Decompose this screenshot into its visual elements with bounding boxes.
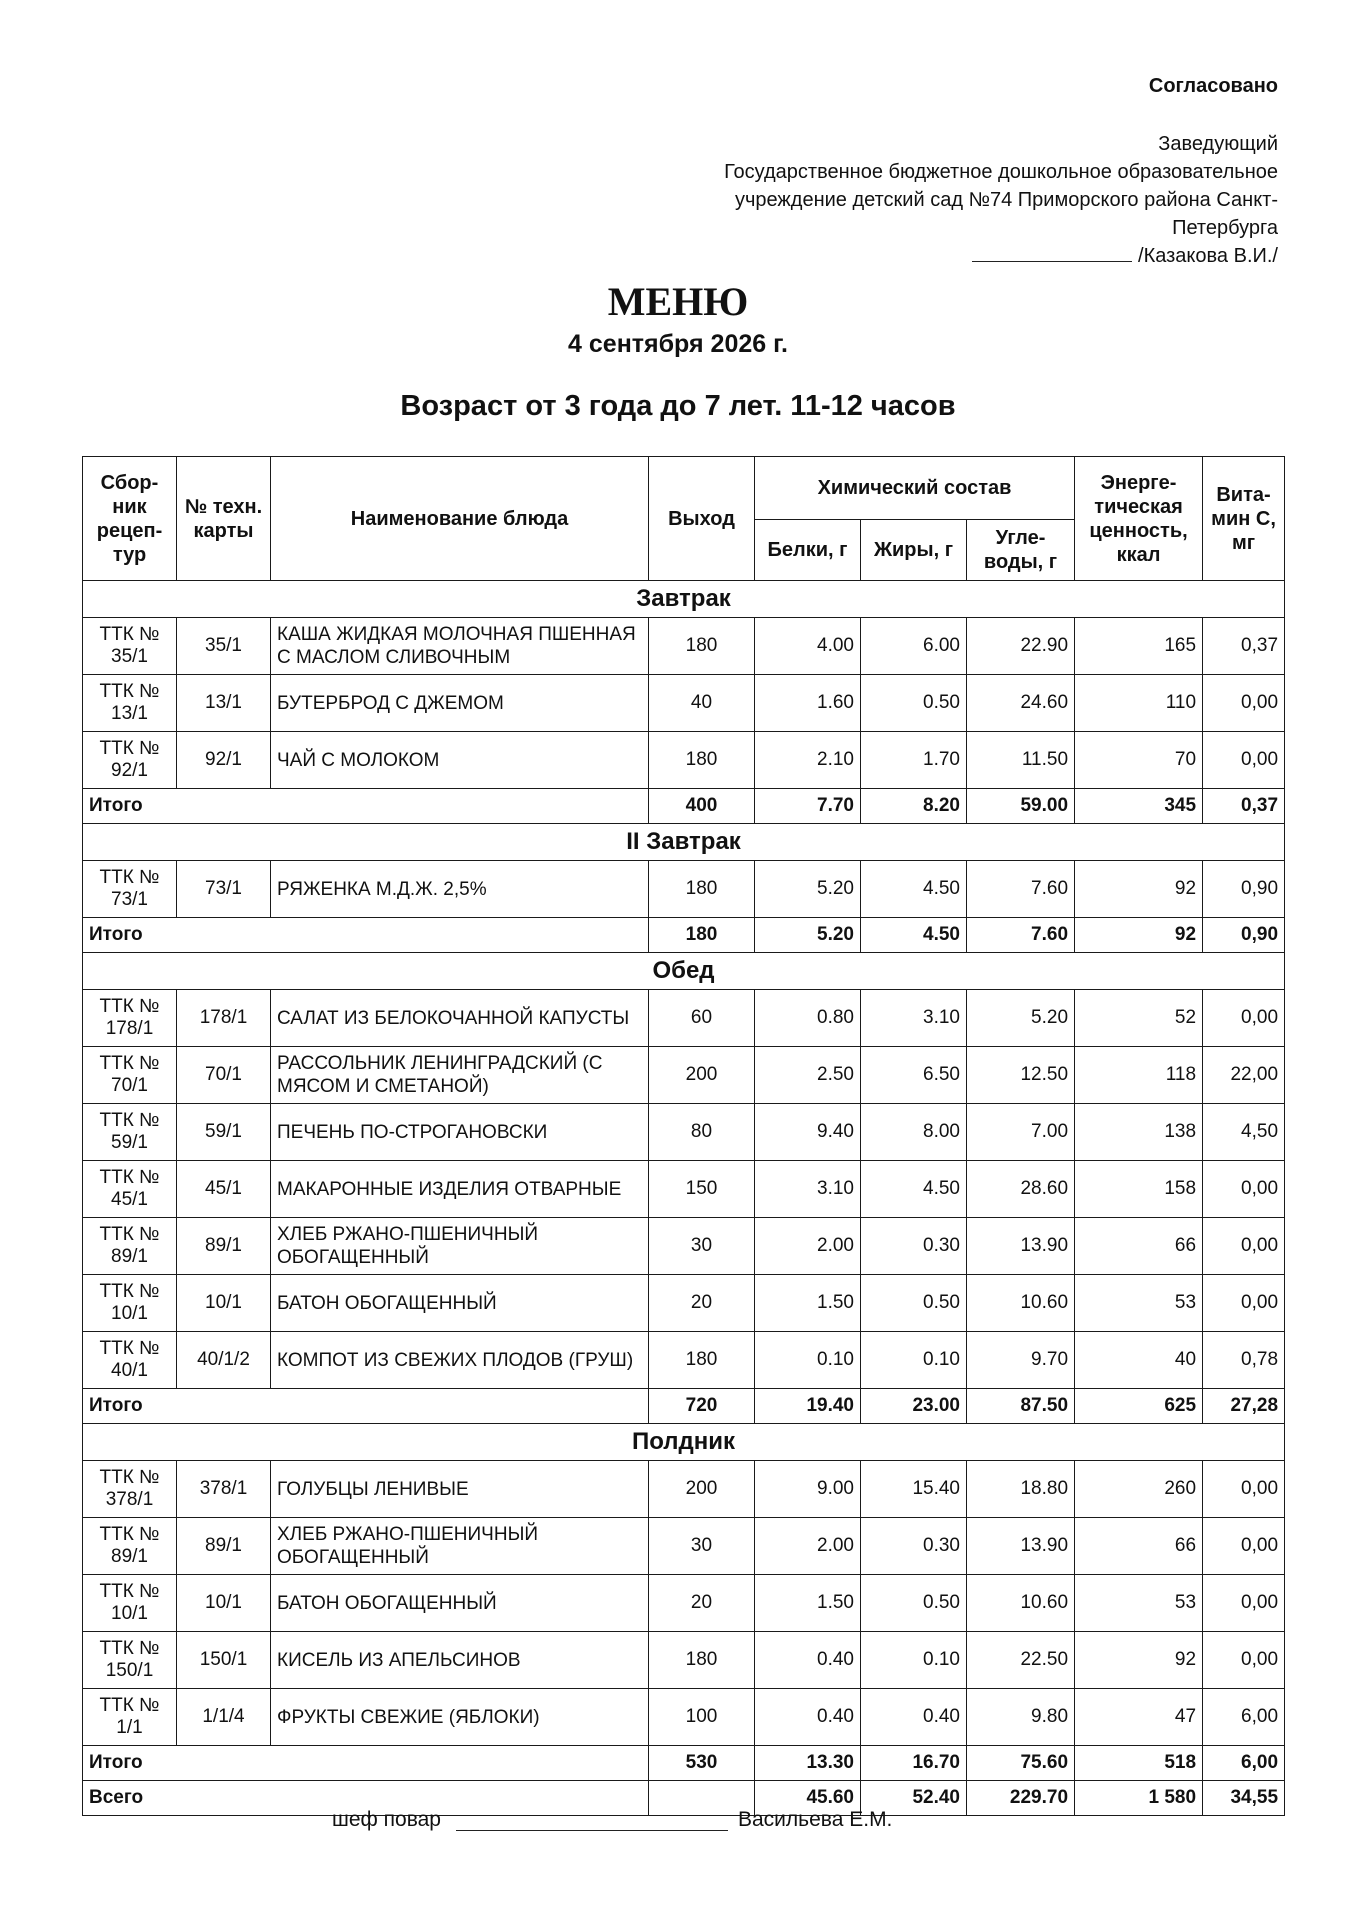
card-cell: 45/1: [177, 1161, 271, 1218]
fat-cell: 4.50: [861, 861, 967, 918]
table-row: [83, 1332, 1285, 1389]
table-row: [83, 1218, 1285, 1275]
output-cell: 80: [649, 1104, 755, 1161]
chef-name: Васильева Е.М.: [738, 1808, 893, 1831]
collection-cell: ТТК № 150/1: [83, 1632, 177, 1689]
output-cell: 180: [649, 618, 755, 675]
section-row: [83, 824, 1285, 861]
energy-cell: 260: [1075, 1461, 1203, 1518]
section-title: Полдник: [83, 1424, 1285, 1461]
collection-cell: ТТК № 70/1: [83, 1047, 177, 1104]
protein-cell: 9.00: [755, 1461, 861, 1518]
vitamin-cell: 0,00: [1203, 1218, 1285, 1275]
card-cell: 59/1: [177, 1104, 271, 1161]
vitamin-cell: 0,00: [1203, 732, 1285, 789]
table-header-row: [83, 457, 1285, 520]
output-cell: 180: [649, 1632, 755, 1689]
fat-cell: 0.50: [861, 1275, 967, 1332]
fat-cell: 1.70: [861, 732, 967, 789]
section-row: [83, 581, 1285, 618]
carbs-cell: 13.90: [967, 1518, 1075, 1575]
output-cell: 20: [649, 1275, 755, 1332]
total-carbs-cell: 87.50: [967, 1389, 1075, 1424]
table-row: [83, 1632, 1285, 1689]
output-cell: 200: [649, 1461, 755, 1518]
fat-cell: 6.00: [861, 618, 967, 675]
approval-org-line1: Государственное бюджетное дошкольное образовательное: [724, 161, 1278, 183]
grand-total-label: Всего: [83, 1781, 649, 1816]
fat-cell: 0.30: [861, 1218, 967, 1275]
output-cell: 200: [649, 1047, 755, 1104]
chef-signature-line: [456, 1830, 728, 1831]
energy-cell: 165: [1075, 618, 1203, 675]
fat-cell: 3.10: [861, 990, 967, 1047]
carbs-cell: 24.60: [967, 675, 1075, 732]
protein-cell: 1.50: [755, 1275, 861, 1332]
total-protein-cell: 19.40: [755, 1389, 861, 1424]
approval-org-line2: учреждение детский сад №74 Приморского района Санкт-: [734, 189, 1278, 211]
dish-name-cell: ПЕЧЕНЬ ПО-СТРОГАНОВСКИ: [271, 1104, 649, 1161]
section-title: Завтрак: [83, 581, 1285, 618]
approval-block: [638, 72, 1278, 270]
table-row: [83, 675, 1285, 732]
total-energy-cell: 518: [1075, 1746, 1203, 1781]
output-cell: 60: [649, 990, 755, 1047]
table-row: [83, 990, 1285, 1047]
header-output: Выход: [649, 457, 755, 581]
total-fat-cell: 23.00: [861, 1389, 967, 1424]
fat-cell: 8.00: [861, 1104, 967, 1161]
output-cell: 180: [649, 861, 755, 918]
total-row: [83, 918, 1285, 953]
fat-cell: 4.50: [861, 1161, 967, 1218]
total-label: Итого: [83, 789, 649, 824]
energy-cell: 53: [1075, 1575, 1203, 1632]
output-cell: 30: [649, 1518, 755, 1575]
protein-cell: 2.00: [755, 1218, 861, 1275]
carbs-cell: 7.00: [967, 1104, 1075, 1161]
total-output-cell: 180: [649, 918, 755, 953]
table-row: [83, 1047, 1285, 1104]
dish-name-cell: ФРУКТЫ СВЕЖИЕ (ЯБЛОКИ): [271, 1689, 649, 1746]
energy-cell: 118: [1075, 1047, 1203, 1104]
total-energy-cell: 625: [1075, 1389, 1203, 1424]
total-fat-cell: 4.50: [861, 918, 967, 953]
carbs-cell: 9.70: [967, 1332, 1075, 1389]
protein-cell: 0.40: [755, 1632, 861, 1689]
card-cell: 10/1: [177, 1275, 271, 1332]
protein-cell: 0.40: [755, 1689, 861, 1746]
grand-total-energy-cell: 1 580: [1075, 1781, 1203, 1816]
table-row: [83, 1275, 1285, 1332]
energy-cell: 47: [1075, 1689, 1203, 1746]
total-output-cell: 400: [649, 789, 755, 824]
output-cell: 180: [649, 732, 755, 789]
output-cell: 40: [649, 675, 755, 732]
table-row: [83, 1461, 1285, 1518]
card-cell: 92/1: [177, 732, 271, 789]
approval-agreed: Согласовано: [1148, 75, 1278, 97]
carbs-cell: 18.80: [967, 1461, 1075, 1518]
vitamin-cell: 0,00: [1203, 990, 1285, 1047]
energy-cell: 92: [1075, 1632, 1203, 1689]
card-cell: 378/1: [177, 1461, 271, 1518]
card-cell: 73/1: [177, 861, 271, 918]
energy-cell: 138: [1075, 1104, 1203, 1161]
vitamin-cell: 0,37: [1203, 618, 1285, 675]
fat-cell: 6.50: [861, 1047, 967, 1104]
dish-name-cell: БАТОН ОБОГАЩЕННЫЙ: [271, 1575, 649, 1632]
table-row: [83, 1518, 1285, 1575]
table-row: [83, 861, 1285, 918]
collection-cell: ТТК № 89/1: [83, 1218, 177, 1275]
vitamin-cell: 0,78: [1203, 1332, 1285, 1389]
energy-cell: 70: [1075, 732, 1203, 789]
carbs-cell: 5.20: [967, 990, 1075, 1047]
fat-cell: 0.40: [861, 1689, 967, 1746]
dish-name-cell: КИСЕЛЬ ИЗ АПЕЛЬСИНОВ: [271, 1632, 649, 1689]
protein-cell: 2.50: [755, 1047, 861, 1104]
collection-cell: ТТК № 59/1: [83, 1104, 177, 1161]
section-title: Обед: [83, 953, 1285, 990]
dish-name-cell: КАША ЖИДКАЯ МОЛОЧНАЯ ПШЕННАЯ С МАСЛОМ СЛИВОЧНЫМ: [271, 618, 649, 675]
carbs-cell: 22.90: [967, 618, 1075, 675]
protein-cell: 0.80: [755, 990, 861, 1047]
total-protein-cell: 5.20: [755, 918, 861, 953]
carbs-cell: 11.50: [967, 732, 1075, 789]
vitamin-cell: 0,00: [1203, 1632, 1285, 1689]
header-card: № техн. карты: [177, 457, 271, 581]
menu-table: [82, 456, 1285, 1816]
energy-cell: 40: [1075, 1332, 1203, 1389]
energy-cell: 52: [1075, 990, 1203, 1047]
vitamin-cell: 22,00: [1203, 1047, 1285, 1104]
output-cell: 100: [649, 1689, 755, 1746]
output-cell: 150: [649, 1161, 755, 1218]
total-energy-cell: 92: [1075, 918, 1203, 953]
grand-total-fat-cell: 52.40: [861, 1781, 967, 1816]
protein-cell: 1.50: [755, 1575, 861, 1632]
card-cell: 35/1: [177, 618, 271, 675]
total-energy-cell: 345: [1075, 789, 1203, 824]
fat-cell: 0.30: [861, 1518, 967, 1575]
vitamin-cell: 0,00: [1203, 1275, 1285, 1332]
carbs-cell: 13.90: [967, 1218, 1075, 1275]
carbs-cell: 12.50: [967, 1047, 1075, 1104]
card-cell: 89/1: [177, 1218, 271, 1275]
menu-table-body: [83, 581, 1285, 1816]
carbs-cell: 22.50: [967, 1632, 1075, 1689]
grand-total-vitamin-cell: 34,55: [1203, 1781, 1285, 1816]
vitamin-cell: 0,90: [1203, 861, 1285, 918]
card-cell: 70/1: [177, 1047, 271, 1104]
card-cell: 1/1/4: [177, 1689, 271, 1746]
protein-cell: 5.20: [755, 861, 861, 918]
vitamin-cell: 4,50: [1203, 1104, 1285, 1161]
vitamin-cell: 0,00: [1203, 675, 1285, 732]
card-cell: 178/1: [177, 990, 271, 1047]
carbs-cell: 9.80: [967, 1689, 1075, 1746]
dish-name-cell: САЛАТ ИЗ БЕЛОКОЧАННОЙ КАПУСТЫ: [271, 990, 649, 1047]
energy-cell: 53: [1075, 1275, 1203, 1332]
total-carbs-cell: 75.60: [967, 1746, 1075, 1781]
approval-org-line3: Петербурга: [1172, 217, 1278, 239]
energy-cell: 66: [1075, 1518, 1203, 1575]
fat-cell: 0.10: [861, 1632, 967, 1689]
vitamin-cell: 0,00: [1203, 1161, 1285, 1218]
approval-signature-row: [638, 242, 1278, 270]
total-fat-cell: 16.70: [861, 1746, 967, 1781]
total-output-cell: 530: [649, 1746, 755, 1781]
carbs-cell: 28.60: [967, 1161, 1075, 1218]
total-carbs-cell: 59.00: [967, 789, 1075, 824]
vitamin-cell: 0,00: [1203, 1461, 1285, 1518]
total-row: [83, 789, 1285, 824]
header-energy: Энерге-тическая ценность, ккал: [1075, 457, 1203, 581]
collection-cell: ТТК № 378/1: [83, 1461, 177, 1518]
dish-name-cell: ГОЛУБЦЫ ЛЕНИВЫЕ: [271, 1461, 649, 1518]
vitamin-cell: 0,00: [1203, 1518, 1285, 1575]
energy-cell: 66: [1075, 1218, 1203, 1275]
output-cell: 30: [649, 1218, 755, 1275]
total-protein-cell: 7.70: [755, 789, 861, 824]
fat-cell: 15.40: [861, 1461, 967, 1518]
table-row: [83, 1104, 1285, 1161]
collection-cell: ТТК № 10/1: [83, 1575, 177, 1632]
collection-cell: ТТК № 13/1: [83, 675, 177, 732]
energy-cell: 92: [1075, 861, 1203, 918]
protein-cell: 4.00: [755, 618, 861, 675]
dish-name-cell: РЯЖЕНКА М.Д.Ж. 2,5%: [271, 861, 649, 918]
signature-line: [972, 243, 1132, 262]
total-fat-cell: 8.20: [861, 789, 967, 824]
header-chem: Химический состав: [755, 457, 1075, 520]
collection-cell: ТТК № 45/1: [83, 1161, 177, 1218]
section-title: II Завтрак: [83, 824, 1285, 861]
total-vitamin-cell: 0,90: [1203, 918, 1285, 953]
collection-cell: ТТК № 40/1: [83, 1332, 177, 1389]
total-row: [83, 1389, 1285, 1424]
header-dish: Наименование блюда: [271, 457, 649, 581]
protein-cell: 2.10: [755, 732, 861, 789]
protein-cell: 9.40: [755, 1104, 861, 1161]
age-group: Возраст от 3 года до 7 лет. 11-12 часов: [400, 390, 956, 422]
collection-cell: ТТК № 73/1: [83, 861, 177, 918]
fat-cell: 0.50: [861, 1575, 967, 1632]
total-vitamin-cell: 6,00: [1203, 1746, 1285, 1781]
header-vitamin: Вита-мин С, мг: [1203, 457, 1285, 581]
dish-name-cell: ХЛЕБ РЖАНО-ПШЕНИЧНЫЙ ОБОГАЩЕННЫЙ: [271, 1218, 649, 1275]
menu-date: 4 сентября 2026 г.: [568, 330, 788, 358]
fat-cell: 0.50: [861, 675, 967, 732]
page-title: МЕНЮ: [607, 279, 749, 324]
grand-total-protein-cell: 45.60: [755, 1781, 861, 1816]
total-vitamin-cell: 27,28: [1203, 1389, 1285, 1424]
card-cell: 89/1: [177, 1518, 271, 1575]
approval-position: Заведующий: [1158, 133, 1278, 155]
dish-name-cell: РАССОЛЬНИК ЛЕНИНГРАДСКИЙ (С МЯСОМ И СМЕТАНОЙ): [271, 1047, 649, 1104]
carbs-cell: 10.60: [967, 1275, 1075, 1332]
dish-name-cell: БАТОН ОБОГАЩЕННЫЙ: [271, 1275, 649, 1332]
output-cell: 20: [649, 1575, 755, 1632]
energy-cell: 158: [1075, 1161, 1203, 1218]
table-row: [83, 1575, 1285, 1632]
section-row: [83, 953, 1285, 990]
dish-name-cell: КОМПОТ ИЗ СВЕЖИХ ПЛОДОВ (ГРУШ): [271, 1332, 649, 1389]
protein-cell: 0.10: [755, 1332, 861, 1389]
card-cell: 150/1: [177, 1632, 271, 1689]
chef-label: шеф повар: [332, 1808, 441, 1831]
protein-cell: 1.60: [755, 675, 861, 732]
collection-cell: ТТК № 35/1: [83, 618, 177, 675]
carbs-cell: 7.60: [967, 861, 1075, 918]
table-row: [83, 618, 1285, 675]
total-protein-cell: 13.30: [755, 1746, 861, 1781]
total-row: [83, 1746, 1285, 1781]
energy-cell: 110: [1075, 675, 1203, 732]
header-protein: Белки, г: [755, 520, 861, 581]
total-carbs-cell: 7.60: [967, 918, 1075, 953]
carbs-cell: 10.60: [967, 1575, 1075, 1632]
card-cell: 13/1: [177, 675, 271, 732]
output-cell: 180: [649, 1332, 755, 1389]
protein-cell: 2.00: [755, 1518, 861, 1575]
vitamin-cell: 6,00: [1203, 1689, 1285, 1746]
table-row: [83, 1689, 1285, 1746]
grand-total-row: [83, 1781, 1285, 1816]
total-label: Итого: [83, 918, 649, 953]
collection-cell: ТТК № 10/1: [83, 1275, 177, 1332]
section-row: [83, 1424, 1285, 1461]
collection-cell: ТТК № 92/1: [83, 732, 177, 789]
vitamin-cell: 0,00: [1203, 1575, 1285, 1632]
dish-name-cell: БУТЕРБРОД С ДЖЕМОМ: [271, 675, 649, 732]
card-cell: 40/1/2: [177, 1332, 271, 1389]
collection-cell: ТТК № 178/1: [83, 990, 177, 1047]
dish-name-cell: МАКАРОННЫЕ ИЗДЕЛИЯ ОТВАРНЫЕ: [271, 1161, 649, 1218]
table-row: [83, 732, 1285, 789]
dish-name-cell: ЧАЙ С МОЛОКОМ: [271, 732, 649, 789]
collection-cell: ТТК № 89/1: [83, 1518, 177, 1575]
dish-name-cell: ХЛЕБ РЖАНО-ПШЕНИЧНЫЙ ОБОГАЩЕННЫЙ: [271, 1518, 649, 1575]
grand-total-carbs-cell: 229.70: [967, 1781, 1075, 1816]
total-output-cell: 720: [649, 1389, 755, 1424]
total-vitamin-cell: 0,37: [1203, 789, 1285, 824]
table-row: [83, 1161, 1285, 1218]
total-label: Итого: [83, 1389, 649, 1424]
approval-signature: /Казакова В.И./: [1138, 245, 1278, 267]
collection-cell: ТТК № 1/1: [83, 1689, 177, 1746]
card-cell: 10/1: [177, 1575, 271, 1632]
total-label: Итого: [83, 1746, 649, 1781]
header-fat: Жиры, г: [861, 520, 967, 581]
fat-cell: 0.10: [861, 1332, 967, 1389]
header-carbs: Угле-воды, г: [967, 520, 1075, 581]
protein-cell: 3.10: [755, 1161, 861, 1218]
header-collection: Сбор-ник рецеп-тур: [83, 457, 177, 581]
